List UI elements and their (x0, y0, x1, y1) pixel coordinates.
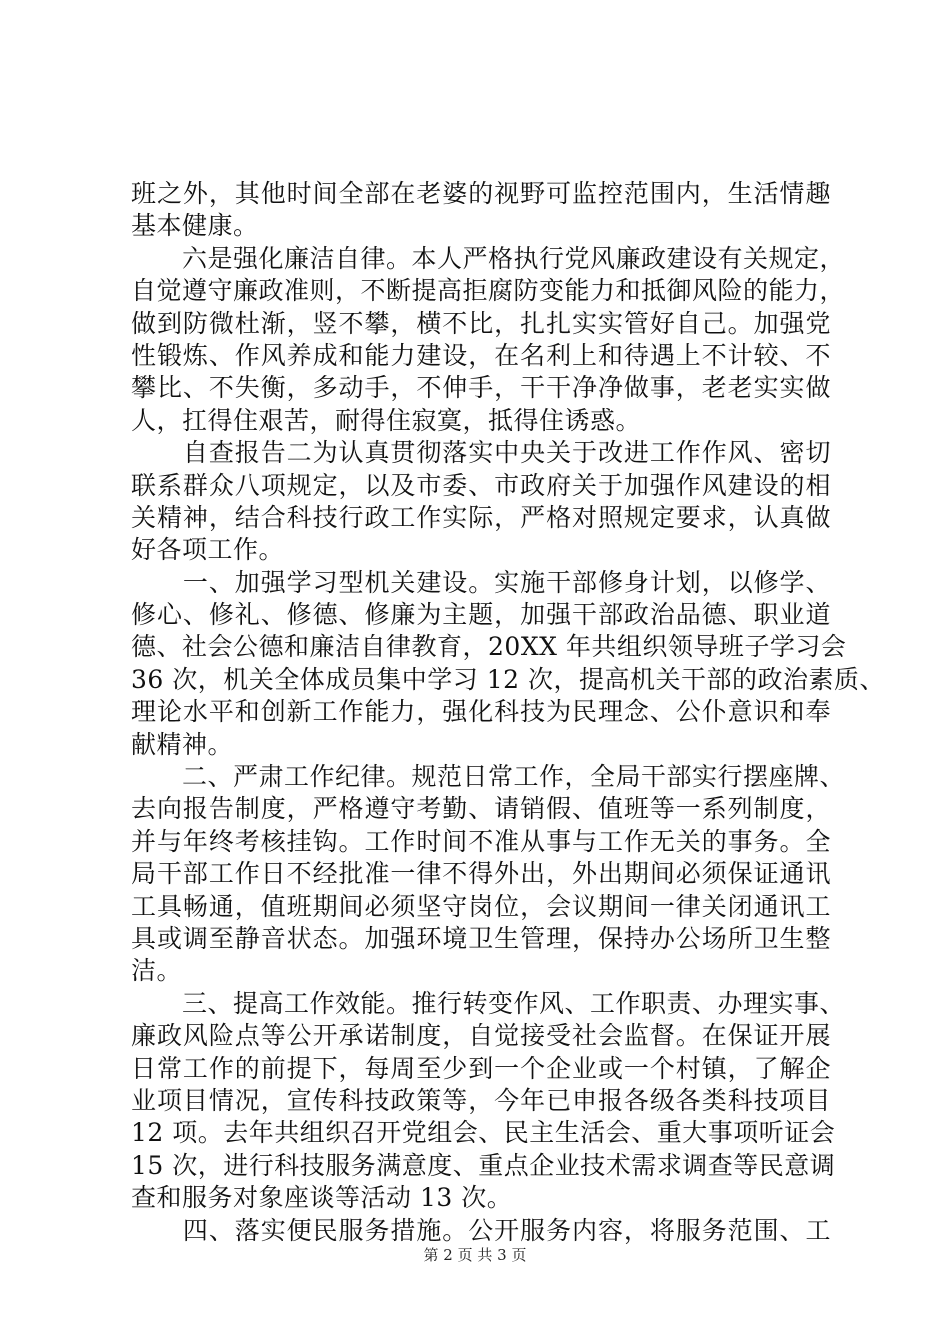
text-line: 关精神，结合科技行政工作实际，严格对照规定要求，认真做 (131, 502, 831, 532)
text-line: 查和服务对象座谈等活动 13 次。 (131, 1183, 513, 1213)
text-line: 基本健康。 (131, 211, 259, 241)
text-line: 性锻炼、作风养成和能力建设，在名利上和待遇上不计较、不 (131, 340, 831, 370)
text-line: 班之外，其他时间全部在老婆的视野可监控范围内，生活情趣 (131, 179, 831, 208)
document-body (131, 178, 885, 1247)
text-line: 做到防微杜渐，竖不攀，横不比，扎扎实实管好自己。加强党 (131, 308, 831, 338)
text-line: 36 次，机关全体成员集中学习 12 次，提高机关干部的政治素质、 (131, 664, 885, 694)
text-line: 业项目情况，宣传科技政策等，今年已申报各级各类科技项目 (131, 1085, 831, 1115)
text-line: 理论水平和创新工作能力，强化科技为民理念、公仆意识和奉 (131, 697, 831, 727)
text-line: 自查报告二为认真贯彻落实中央关于改进工作作风、密切 (131, 438, 831, 468)
page-footer: 第 2 页 共 3 页 (423, 1246, 527, 1264)
text-line: 自觉遵守廉政准则，不断提高拒腐防变能力和抵御风险的能力， (131, 276, 846, 306)
text-line: 具或调至静音状态。加强环境卫生管理，保持办公场所卫生整 (131, 923, 831, 953)
text-line: 并与年终考核挂钩。工作时间不准从事与工作无关的事务。全 (131, 826, 831, 856)
text-line: 洁。 (131, 956, 183, 986)
text-line: 三、提高工作效能。推行转变作风、工作职责、办理实事、 (131, 988, 846, 1018)
text-line: 12 项。去年共组织召开党组会、民主生活会、重大事项听证会 (131, 1118, 836, 1148)
text-line: 献精神。 (131, 729, 234, 759)
text-line: 修心、修礼、修德、修廉为主题，加强干部政治品德、职业道 (131, 600, 831, 630)
text-line: 德、社会公德和廉洁自律教育，20XX 年共组织领导班子学习会 (131, 632, 847, 662)
text-line: 日常工作的前提下，每周至少到一个企业或一个村镇，了解企 (131, 1053, 831, 1083)
text-line: 去向报告制度，严格遵守考勤、请销假、值班等一系列制度， (131, 794, 831, 824)
text-line: 局干部工作日不经批准一律不得外出，外出期间必须保证通讯 (131, 859, 831, 889)
text-line: 六是强化廉洁自律。本人严格执行党风廉政建设有关规定， (131, 243, 846, 273)
text-line: 二、严肃工作纪律。规范日常工作，全局干部实行摆座牌、 (131, 762, 846, 792)
text-line: 工具畅通，值班期间必须坚守岗位，会议期间一律关闭通讯工 (131, 891, 831, 921)
text-line: 一、加强学习型机关建设。实施干部修身计划，以修学、 (131, 567, 831, 597)
text-line: 廉政风险点等公开承诺制度，自觉接受社会监督。在保证开展 (131, 1021, 831, 1051)
text-line: 攀比、不失衡，多动手，不伸手，干干净净做事，老老实实做 (131, 373, 831, 403)
text-line: 四、落实便民服务措施。公开服务内容，将服务范围、工 (131, 1215, 831, 1245)
text-line: 好各项工作。 (131, 535, 285, 565)
text-line: 15 次，进行科技服务满意度、重点企业技术需求调查等民意调 (131, 1150, 836, 1180)
text-line: 联系群众八项规定，以及市委、市政府关于加强作风建设的相 (131, 470, 831, 500)
text-line: 人，扛得住艰苦，耐得住寂寞，抵得住诱惑。 (131, 405, 642, 435)
